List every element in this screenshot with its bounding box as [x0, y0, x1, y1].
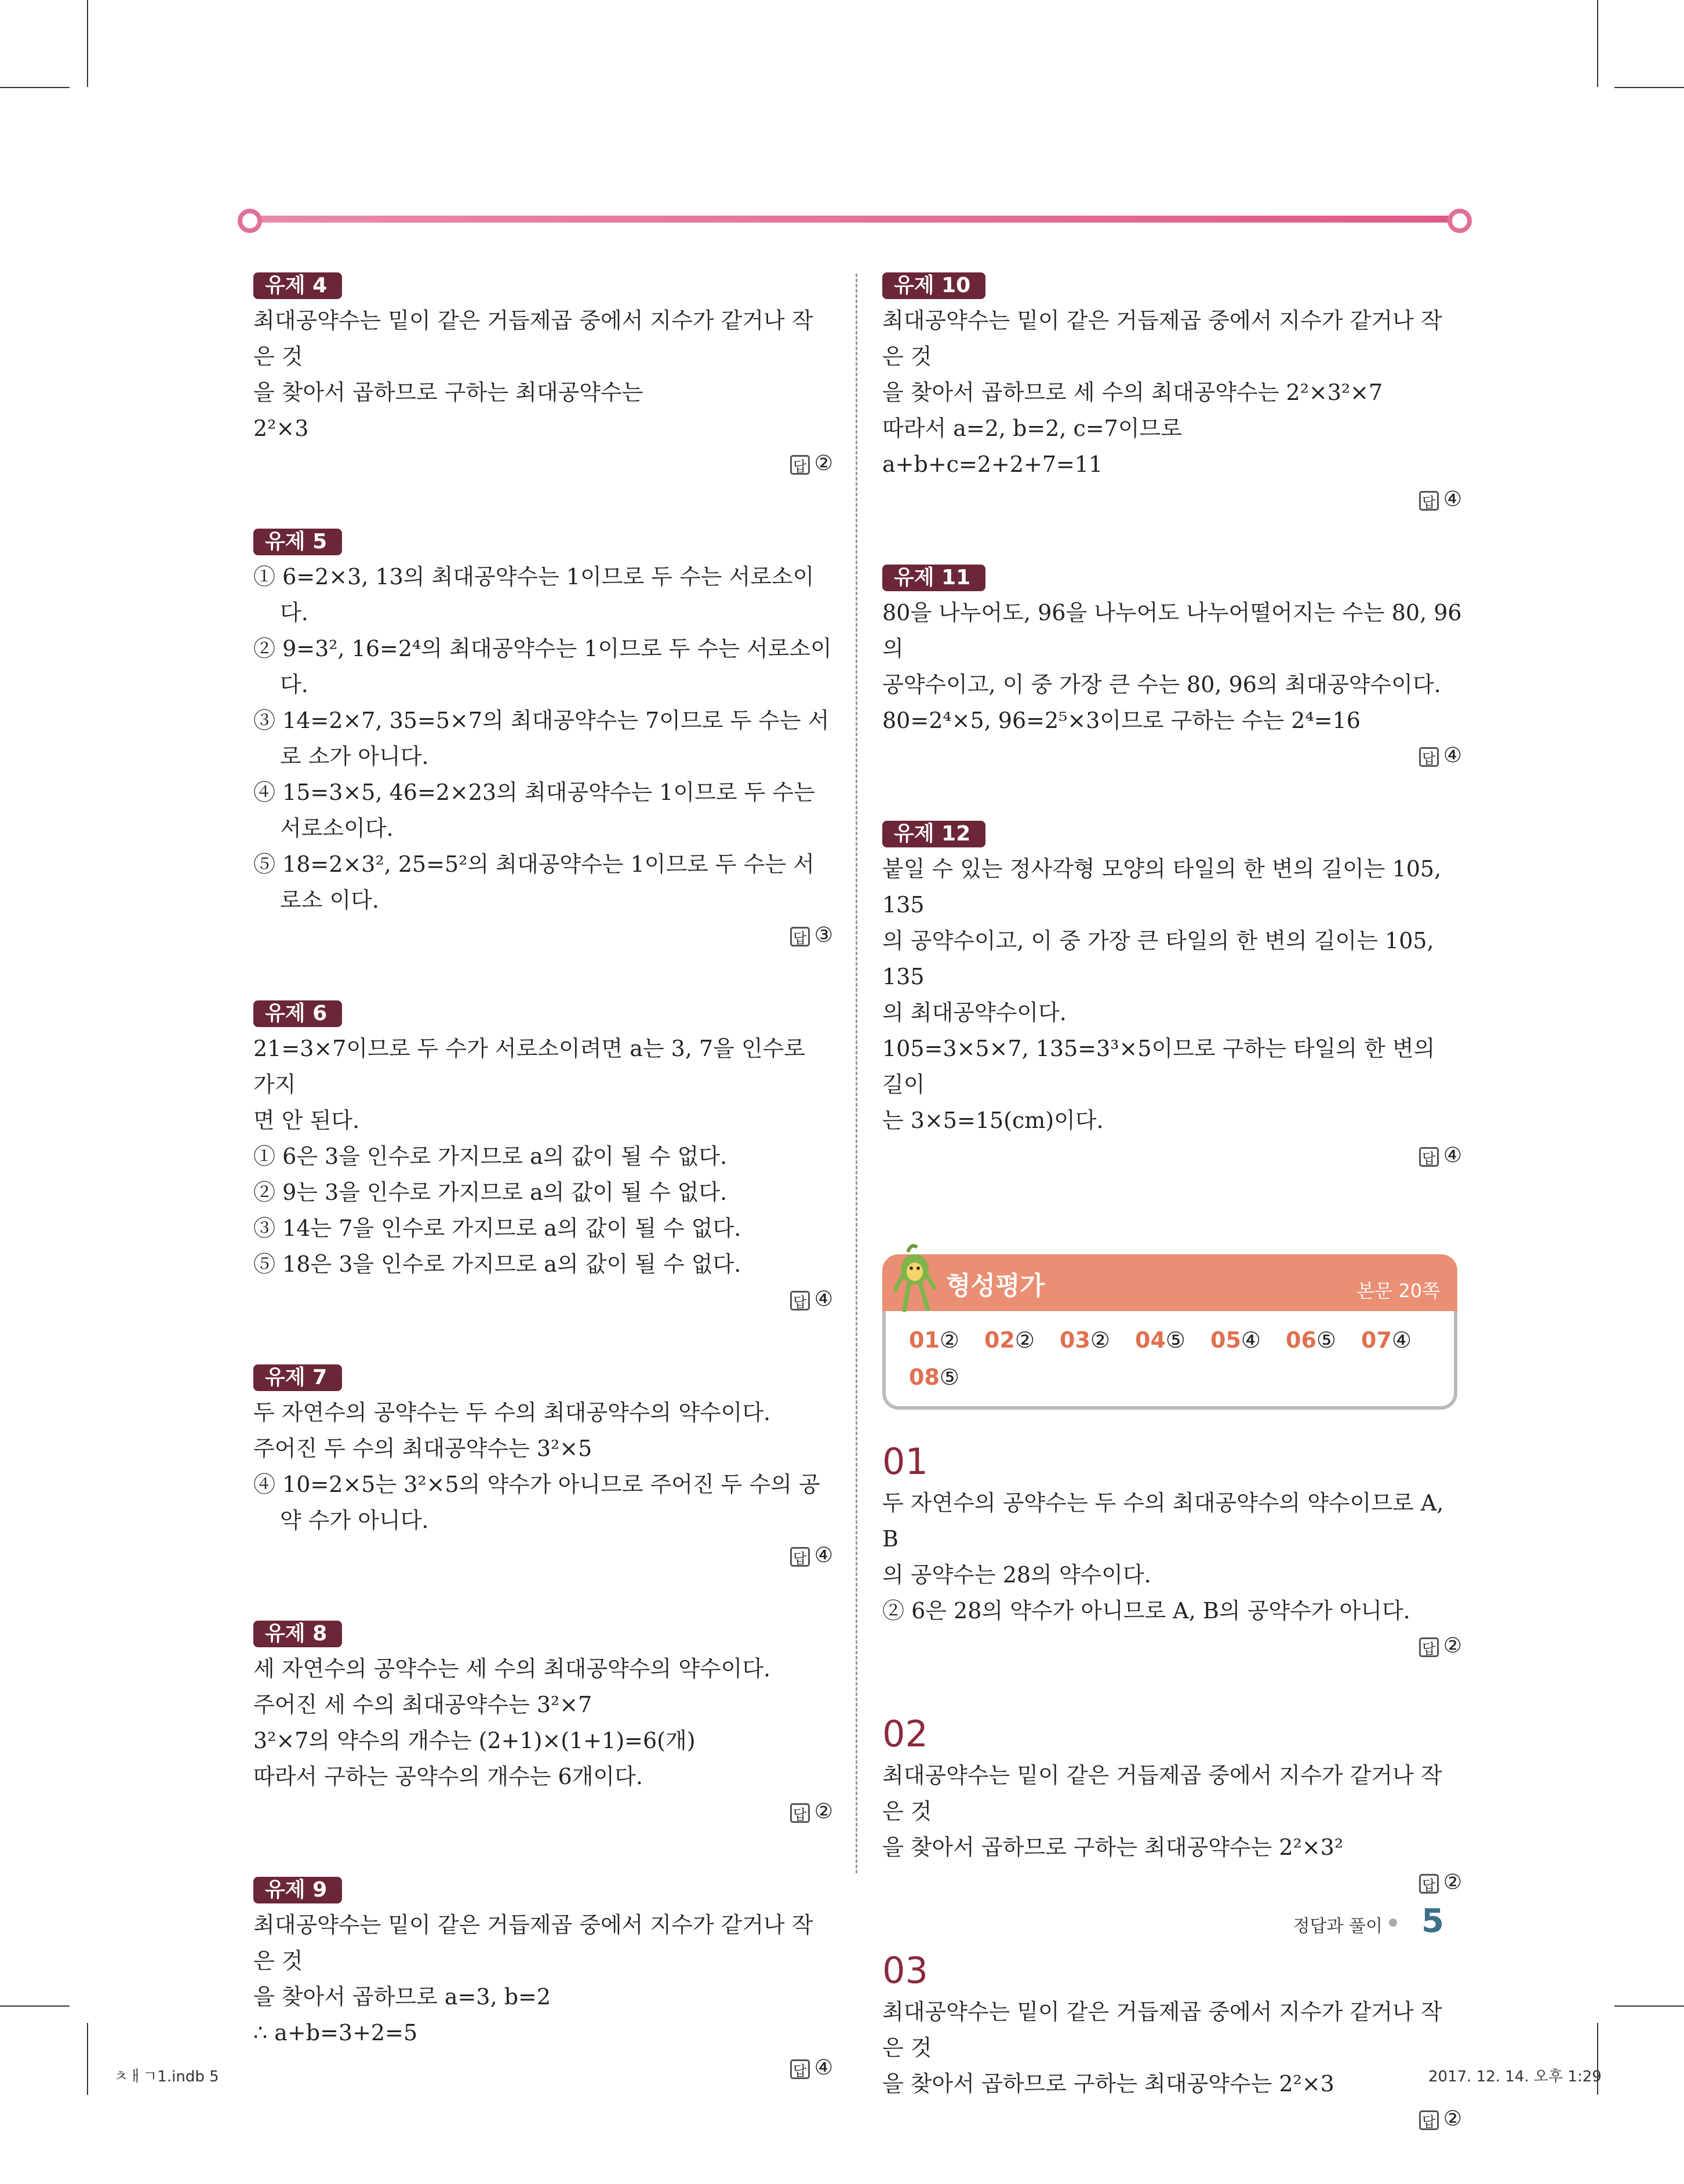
example-section [882, 821, 1462, 1173]
example-tag: 유제 5 [253, 529, 342, 555]
answer-row [253, 446, 833, 481]
assessment-answer-value: ⑤ [939, 1364, 959, 1390]
solution-line: 의 최대공약수이다. [882, 1000, 1067, 1025]
problem-section [882, 1439, 1462, 1664]
header-bar-dot [1447, 209, 1472, 233]
solution-line: 을 찾아서 곱하므로 세 수의 최대공약수는 2²×3²×7 [882, 380, 1383, 405]
assessment-answer-item [909, 1322, 984, 1359]
solution-line: 을 찾아서 곱하므로 구하는 최대공약수는 [253, 380, 643, 405]
solution-line: 을 찾아서 곱하므로 a=3, b=2 [253, 1984, 551, 2010]
formative-assessment-page-ref: 본문 20쪽 [1356, 1280, 1440, 1302]
answer-icon: 답 [1419, 1147, 1439, 1167]
solution-line: a+b+c=2+2+7=11 [882, 452, 1103, 477]
solution-line: 공약수이고, 이 중 가장 큰 수는 80, 96의 최대공약수이다. [882, 672, 1441, 697]
answer-value: ④ [814, 1544, 833, 1567]
slug-timestamp: 2017. 12. 14. 오후 1:29 [1428, 2068, 1602, 2085]
answer-icon: 답 [1419, 1874, 1439, 1894]
assessment-answer-item [1286, 1322, 1361, 1359]
answer-row [253, 1794, 833, 1829]
solution-line: 두 자연수의 공약수는 두 수의 최대공약수의 약수이다. [253, 1400, 771, 1425]
example-section [253, 272, 833, 481]
solution-line: ④ 15=3×5, 46=2×23의 최대공약수는 1이므로 두 수는 서로소이다. [253, 780, 822, 841]
assessment-answer-value: ④ [1391, 1327, 1412, 1353]
crop-mark [1614, 2005, 1684, 2007]
solution-line: 두 자연수의 공약수는 두 수의 최대공약수의 약수이므로 A, B [882, 1490, 1451, 1552]
answer-icon: 답 [790, 2059, 810, 2079]
answer-icon: 답 [790, 455, 810, 475]
solution-line: 을 찾아서 곱하므로 구하는 최대공약수는 2²×3² [882, 1834, 1344, 1860]
example-tag: 유제 7 [253, 1364, 342, 1391]
answer-row [882, 1138, 1462, 1173]
crop-mark [1614, 87, 1684, 88]
answer-row [882, 738, 1462, 773]
assessment-answer-value: ⑤ [1316, 1327, 1336, 1353]
example-tag: 유제 10 [882, 272, 985, 299]
problem-section [882, 1711, 1462, 1900]
assessment-answer-item [1210, 1322, 1286, 1359]
solution-line: ⑤ 18은 3을 인수로 가지므로 a의 값이 될 수 없다. [253, 1251, 741, 1277]
solution-line: 최대공약수는 밑이 같은 거듭제곱 중에서 지수가 같거나 작은 것 [882, 1999, 1442, 2061]
crop-mark [0, 2005, 70, 2007]
solution-line: 21=3×7이므로 두 수가 서로소이려면 a는 3, 7을 인수로 가지 [253, 1036, 813, 1097]
solution-line: 80=2⁴×5, 96=2⁵×3이므로 구하는 수는 2⁴=16 [882, 708, 1361, 733]
answer-value: ④ [1443, 744, 1462, 767]
assessment-answer-number: 03 [1060, 1327, 1090, 1353]
column-divider [856, 274, 857, 1873]
solution-line: ② 9=3², 16=2⁴의 최대공약수는 1이므로 두 수는 서로소이다. [253, 636, 832, 697]
solution-line: 의 공약수이고, 이 중 가장 큰 타일의 한 변의 길이는 105, 135 [882, 928, 1441, 989]
formative-assessment-title: 형성평가 [946, 1271, 1045, 1301]
answer-row [253, 918, 833, 953]
solution-line: 는 3×5=15(cm)이다. [882, 1108, 1104, 1133]
assessment-answer-number: 01 [909, 1327, 940, 1353]
assessment-answer-number: 06 [1286, 1327, 1316, 1353]
answer-row [253, 2051, 833, 2085]
answer-value: ② [1443, 2107, 1462, 2131]
answer-value: ④ [814, 2056, 833, 2080]
answer-value: ② [1443, 1634, 1462, 1658]
solution-line: 붙일 수 있는 정사각형 모양의 타일의 한 변의 길이는 105, 135 [882, 856, 1449, 918]
example-tag: 유제 9 [253, 1877, 342, 1903]
answer-value: ② [814, 1800, 833, 1823]
assessment-answer-item [909, 1359, 984, 1396]
mascot-icon [894, 1242, 937, 1317]
solution-line: ③ 14=2×7, 35=5×7의 최대공약수는 7이므로 두 수는 서로 소가 아니다. [253, 708, 830, 769]
example-section [882, 565, 1462, 773]
solution-line: 3²×7의 약수의 개수는 (2+1)×(1+1)=6(개) [253, 1728, 696, 1753]
solution-line: 최대공약수는 밑이 같은 거듭제곱 중에서 지수가 같거나 작은 것 [882, 1763, 1442, 1824]
solution-line: 80을 나누어도, 96을 나누어도 나누어떨어지는 수는 80, 96의 [882, 600, 1462, 661]
solution-line: 세 자연수의 공약수는 세 수의 최대공약수의 약수이다. [253, 1656, 771, 1681]
solution-line: 최대공약수는 밑이 같은 거듭제곱 중에서 지수가 같거나 작은 것 [882, 308, 1442, 369]
right-column [882, 272, 1462, 2184]
answer-icon: 답 [790, 1291, 810, 1311]
example-tag: 유제 11 [882, 565, 985, 591]
answer-row [882, 1629, 1462, 1664]
header-bar-dot [238, 209, 262, 233]
example-tag: 유제 8 [253, 1621, 342, 1647]
solution-line: ② 6은 28의 약수가 아니므로 A, B의 공약수가 아니다. [882, 1598, 1410, 1624]
problem-number: 03 [882, 1949, 928, 1992]
answer-row [882, 482, 1462, 517]
footer-dot [1389, 1919, 1397, 1927]
example-section [253, 529, 833, 953]
crop-mark [1597, 0, 1598, 87]
crop-mark [87, 2023, 88, 2095]
solution-line: 2²×3 [253, 416, 309, 441]
example-section [253, 1000, 833, 1317]
answer-row [882, 2102, 1462, 2136]
answer-icon: 답 [1419, 1637, 1439, 1657]
slug-filename: ㅊㅐㄱ1.indb 5 [114, 2068, 219, 2085]
solution-line: 따라서 구하는 공약수의 개수는 6개이다. [253, 1764, 643, 1789]
answer-value: ④ [1443, 487, 1462, 511]
header-bar [243, 216, 1458, 223]
problem-number: 01 [882, 1440, 928, 1483]
example-section [253, 1364, 833, 1573]
crop-mark [87, 0, 88, 87]
example-tag: 유제 6 [253, 1000, 342, 1027]
answer-icon: 답 [790, 1803, 810, 1823]
example-tag: 유제 4 [253, 272, 342, 299]
left-column [253, 272, 833, 2133]
solution-line: 의 공약수는 28의 약수이다. [882, 1562, 1151, 1588]
formative-assessment-header [882, 1254, 1457, 1311]
solution-line: ③ 14는 7을 인수로 가지므로 a의 값이 될 수 없다. [253, 1215, 741, 1241]
assessment-answer-number: 07 [1361, 1327, 1392, 1353]
footer-label: 정답과 풀이 [1293, 1916, 1383, 1937]
assessment-answer-value: ② [1090, 1327, 1110, 1353]
problem-section [882, 1948, 1462, 2136]
solution-line: ⑤ 18=2×3², 25=5²의 최대공약수는 1이므로 두 수는 서로소 이다. [253, 851, 814, 913]
formative-assessment [882, 1254, 1457, 1410]
solution-line: 따라서 a=2, b=2, c=7이므로 [882, 416, 1182, 441]
solution-line: 105=3×5×7, 135=3³×5이므로 구하는 타일의 한 변의 길이 [882, 1036, 1442, 1097]
problem-number: 02 [882, 1713, 928, 1755]
solution-line: 면 안 된다. [253, 1108, 360, 1133]
assessment-answer-number: 05 [1210, 1327, 1241, 1353]
assessment-answer-value: ② [1014, 1327, 1035, 1353]
solution-line: ∴ a+b=3+2=5 [253, 2020, 418, 2045]
assessment-answer-number: 02 [984, 1327, 1015, 1353]
answer-row [253, 1538, 833, 1573]
answer-value: ② [814, 452, 833, 475]
solution-line: 주어진 두 수의 최대공약수는 3²×5 [253, 1436, 592, 1461]
formative-assessment-answers [882, 1311, 1457, 1410]
solution-line: ① 6은 3을 인수로 가지므로 a의 값이 될 수 없다. [253, 1144, 728, 1169]
solution-line: ④ 10=2×5는 3²×5의 약수가 아니므로 주어진 두 수의 공약 수가 아니다. [253, 1472, 820, 1533]
solution-line: 을 찾아서 곱하므로 구하는 최대공약수는 2²×3 [882, 2071, 1334, 2096]
answer-icon: 답 [790, 927, 810, 947]
assessment-answer-value: ⑤ [1165, 1327, 1185, 1353]
assessment-answer-item [1361, 1322, 1436, 1359]
assessment-answer-number: 08 [909, 1364, 940, 1390]
assessment-answer-value: ④ [1241, 1327, 1261, 1353]
assessment-answer-number: 04 [1135, 1327, 1166, 1353]
assessment-answer-item [984, 1322, 1060, 1359]
page-number: 5 [1421, 1902, 1444, 1940]
example-tag: 유제 12 [882, 821, 985, 847]
solution-line: ② 9는 3을 인수로 가지므로 a의 값이 될 수 없다. [253, 1180, 728, 1205]
answer-icon: 답 [1419, 491, 1439, 511]
answer-value: ② [1443, 1870, 1462, 1894]
solution-line: ① 6=2×3, 13의 최대공약수는 1이므로 두 수는 서로소이다. [253, 564, 814, 625]
answer-row [253, 1282, 833, 1317]
answer-icon: 답 [1419, 747, 1439, 767]
example-section [253, 1621, 833, 1829]
assessment-answer-item [1060, 1322, 1135, 1359]
assessment-answer-item [1135, 1322, 1210, 1359]
answer-value: ④ [814, 1287, 833, 1311]
answer-icon: 답 [1419, 2110, 1439, 2130]
example-section [882, 272, 1462, 517]
solution-line: 주어진 세 수의 최대공약수는 3²×7 [253, 1692, 592, 1717]
solution-line: 최대공약수는 밑이 같은 거듭제곱 중에서 지수가 같거나 작은 것 [253, 308, 813, 369]
answer-row [882, 1865, 1462, 1900]
solution-line: 최대공약수는 밑이 같은 거듭제곱 중에서 지수가 같거나 작은 것 [253, 1912, 813, 1974]
example-section [253, 1877, 833, 2085]
assessment-answer-value: ② [939, 1327, 959, 1353]
answer-value: ④ [1443, 1144, 1462, 1167]
crop-mark [0, 87, 70, 88]
answer-icon: 답 [790, 1547, 810, 1567]
answer-value: ③ [814, 923, 833, 947]
